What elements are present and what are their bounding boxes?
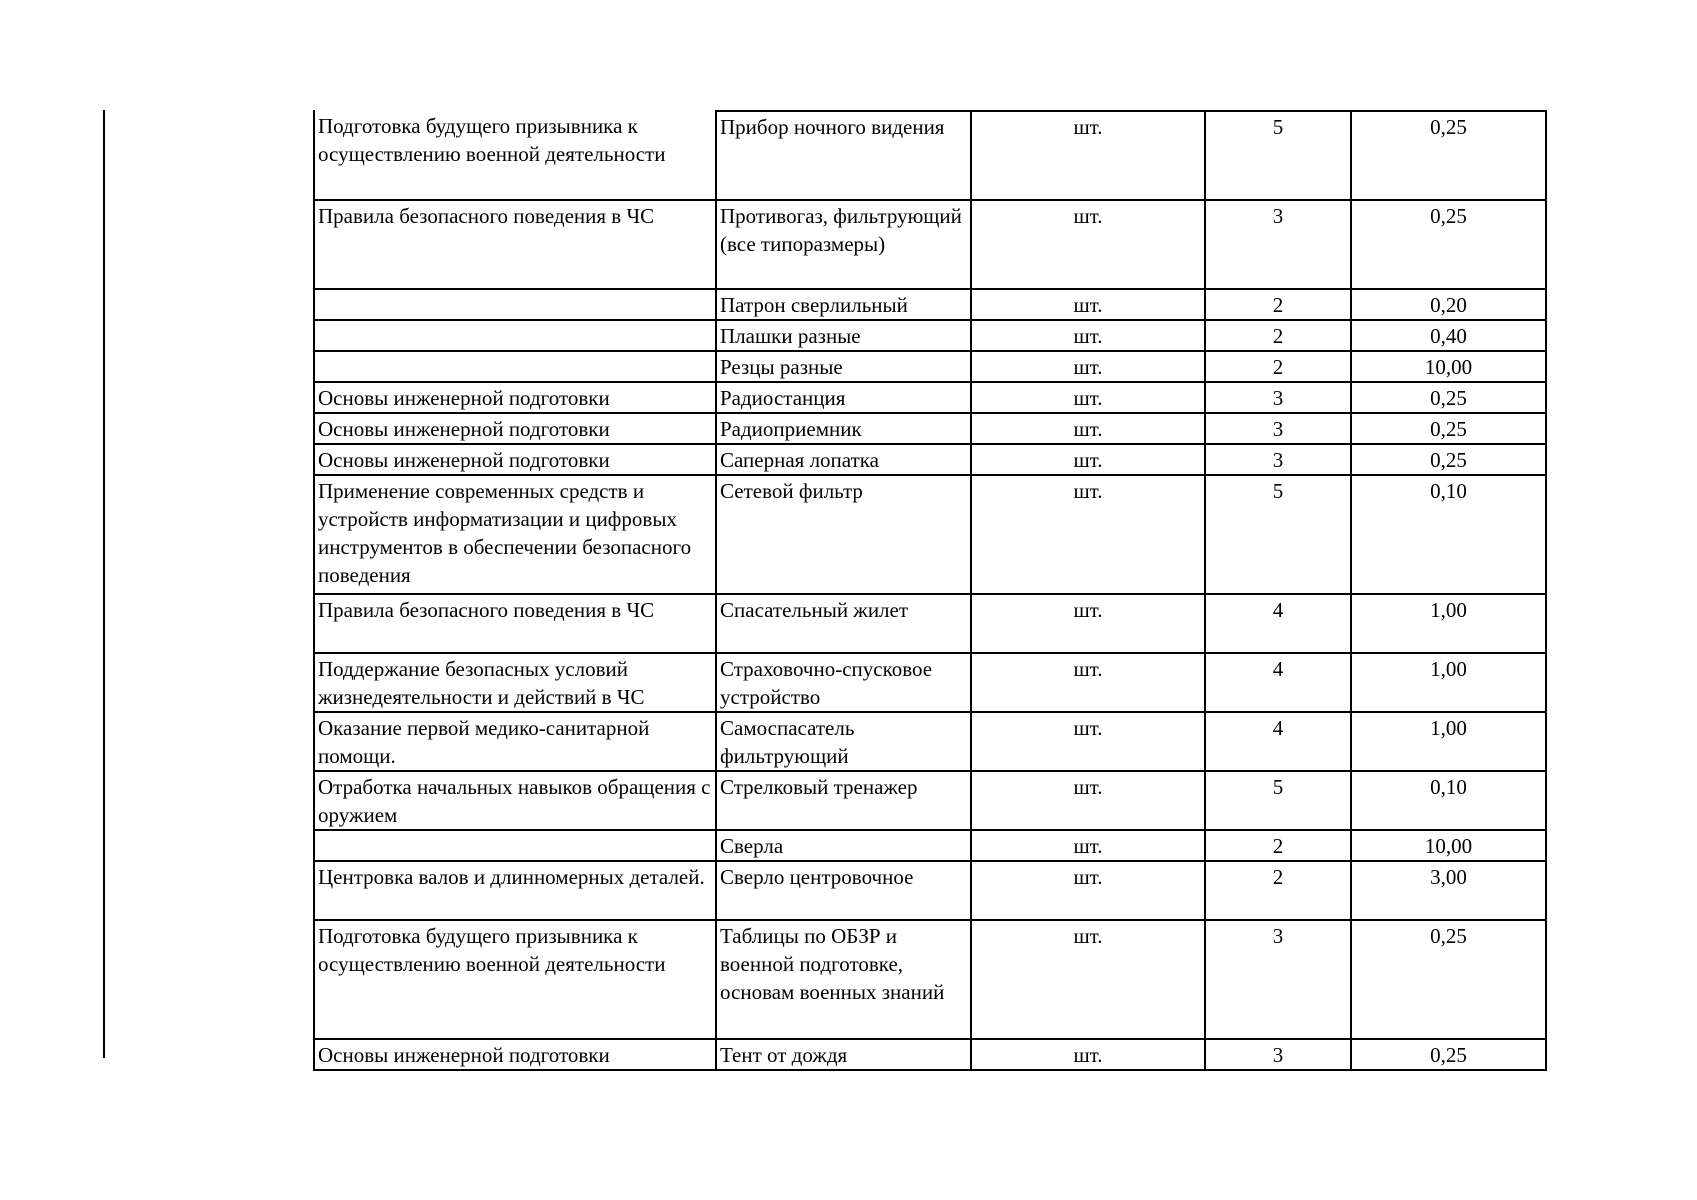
item-cell: Противогаз, фильтрующий (все типоразмеры)	[716, 200, 971, 289]
unit-cell: шт.	[971, 653, 1205, 712]
item-cell: Саперная лопатка	[716, 444, 971, 475]
norm-cell: 10,00	[1351, 351, 1546, 382]
unit-cell: шт.	[971, 413, 1205, 444]
topic-cell: Применение современных средств и устройств информатизации и цифровых инструментов в обеспечении безопасного поведения	[314, 475, 716, 594]
unit-cell: шт.	[971, 320, 1205, 351]
topic-cell: Подготовка будущего призывника к осуществлению военной деятельности	[314, 111, 716, 200]
norm-cell: 0,25	[1351, 444, 1546, 475]
table-row	[314, 594, 1546, 653]
unit-cell: шт.	[971, 351, 1205, 382]
item-cell: Сверло центровочное	[716, 861, 971, 920]
topic-cell: Центровка валов и длинномерных деталей.	[314, 861, 716, 920]
item-cell: Стрелковый тренажер	[716, 771, 971, 830]
table-row	[314, 111, 1546, 200]
item-cell: Таблицы по ОБЗР и военной подготовке, основам военных знаний	[716, 920, 971, 1039]
qty-cell: 3	[1205, 382, 1351, 413]
unit-cell: шт.	[971, 712, 1205, 771]
norm-cell: 10,00	[1351, 830, 1546, 861]
topic-cell	[314, 320, 716, 351]
norm-cell: 0,25	[1351, 413, 1546, 444]
qty-cell: 5	[1205, 475, 1351, 594]
table-row	[314, 413, 1546, 444]
item-cell: Сетевой фильтр	[716, 475, 971, 594]
table-row	[314, 382, 1546, 413]
topic-cell: Основы инженерной подготовки	[314, 1039, 716, 1070]
norm-cell: 1,00	[1351, 594, 1546, 653]
norm-cell: 0,25	[1351, 111, 1546, 200]
norm-cell: 0,25	[1351, 1039, 1546, 1070]
qty-cell: 5	[1205, 771, 1351, 830]
unit-cell: шт.	[971, 200, 1205, 289]
item-cell: Страховочно-спусковое устройство	[716, 653, 971, 712]
norm-cell: 0,40	[1351, 320, 1546, 351]
table-row	[314, 289, 1546, 320]
unit-cell: шт.	[971, 382, 1205, 413]
unit-cell: шт.	[971, 1039, 1205, 1070]
norm-cell: 0,20	[1351, 289, 1546, 320]
qty-cell: 2	[1205, 320, 1351, 351]
topic-cell	[314, 830, 716, 861]
table-row	[314, 712, 1546, 771]
unit-cell: шт.	[971, 111, 1205, 200]
table-row	[314, 920, 1546, 1039]
topic-cell: Правила безопасного поведения в ЧС	[314, 594, 716, 653]
qty-cell: 5	[1205, 111, 1351, 200]
topic-cell: Отработка начальных навыков обращения с оружием	[314, 771, 716, 830]
item-cell: Спасательный жилет	[716, 594, 971, 653]
table-row	[314, 200, 1546, 289]
norm-cell: 0,10	[1351, 475, 1546, 594]
table-row	[314, 320, 1546, 351]
unit-cell: шт.	[971, 594, 1205, 653]
table-row	[314, 351, 1546, 382]
norm-cell: 1,00	[1351, 653, 1546, 712]
unit-cell: шт.	[971, 444, 1205, 475]
item-cell: Самоспасатель фильтрующий	[716, 712, 971, 771]
topic-cell: Поддержание безопасных условий жизнедеятельности и действий в ЧС	[314, 653, 716, 712]
left-margin-rule	[103, 110, 105, 1058]
qty-cell: 2	[1205, 289, 1351, 320]
norm-cell: 0,25	[1351, 200, 1546, 289]
qty-cell: 4	[1205, 594, 1351, 653]
qty-cell: 3	[1205, 413, 1351, 444]
table-row	[314, 475, 1546, 594]
qty-cell: 2	[1205, 351, 1351, 382]
topic-cell: Основы инженерной подготовки	[314, 413, 716, 444]
unit-cell: шт.	[971, 475, 1205, 594]
unit-cell: шт.	[971, 920, 1205, 1039]
norm-cell: 1,00	[1351, 712, 1546, 771]
table-row	[314, 771, 1546, 830]
qty-cell: 3	[1205, 200, 1351, 289]
qty-cell: 3	[1205, 1039, 1351, 1070]
topic-cell: Основы инженерной подготовки	[314, 444, 716, 475]
qty-cell: 2	[1205, 861, 1351, 920]
topic-cell: Правила безопасного поведения в ЧС	[314, 200, 716, 289]
topic-cell: Основы инженерной подготовки	[314, 382, 716, 413]
norm-cell: 3,00	[1351, 861, 1546, 920]
unit-cell: шт.	[971, 830, 1205, 861]
topic-cell	[314, 351, 716, 382]
table-row	[314, 444, 1546, 475]
item-cell: Патрон сверлильный	[716, 289, 971, 320]
item-cell: Сверла	[716, 830, 971, 861]
table-row	[314, 830, 1546, 861]
norm-cell: 0,25	[1351, 920, 1546, 1039]
item-cell: Плашки разные	[716, 320, 971, 351]
table-row	[314, 861, 1546, 920]
unit-cell: шт.	[971, 861, 1205, 920]
qty-cell: 3	[1205, 444, 1351, 475]
topic-cell: Оказание первой медико-санитарной помощи.	[314, 712, 716, 771]
item-cell: Прибор ночного видения	[716, 111, 971, 200]
topic-cell: Подготовка будущего призывника к осуществлению военной деятельности	[314, 920, 716, 1039]
norm-cell: 0,25	[1351, 382, 1546, 413]
qty-cell: 3	[1205, 920, 1351, 1039]
unit-cell: шт.	[971, 771, 1205, 830]
table-row	[314, 1039, 1546, 1070]
qty-cell: 4	[1205, 653, 1351, 712]
qty-cell: 4	[1205, 712, 1351, 771]
unit-cell: шт.	[971, 289, 1205, 320]
item-cell: Радиоприемник	[716, 413, 971, 444]
item-cell: Резцы разные	[716, 351, 971, 382]
item-cell: Радиостанция	[716, 382, 971, 413]
topic-cell	[314, 289, 716, 320]
qty-cell: 2	[1205, 830, 1351, 861]
norm-cell: 0,10	[1351, 771, 1546, 830]
item-cell: Тент от дождя	[716, 1039, 971, 1070]
table-row	[314, 653, 1546, 712]
equipment-table	[313, 110, 1547, 1071]
